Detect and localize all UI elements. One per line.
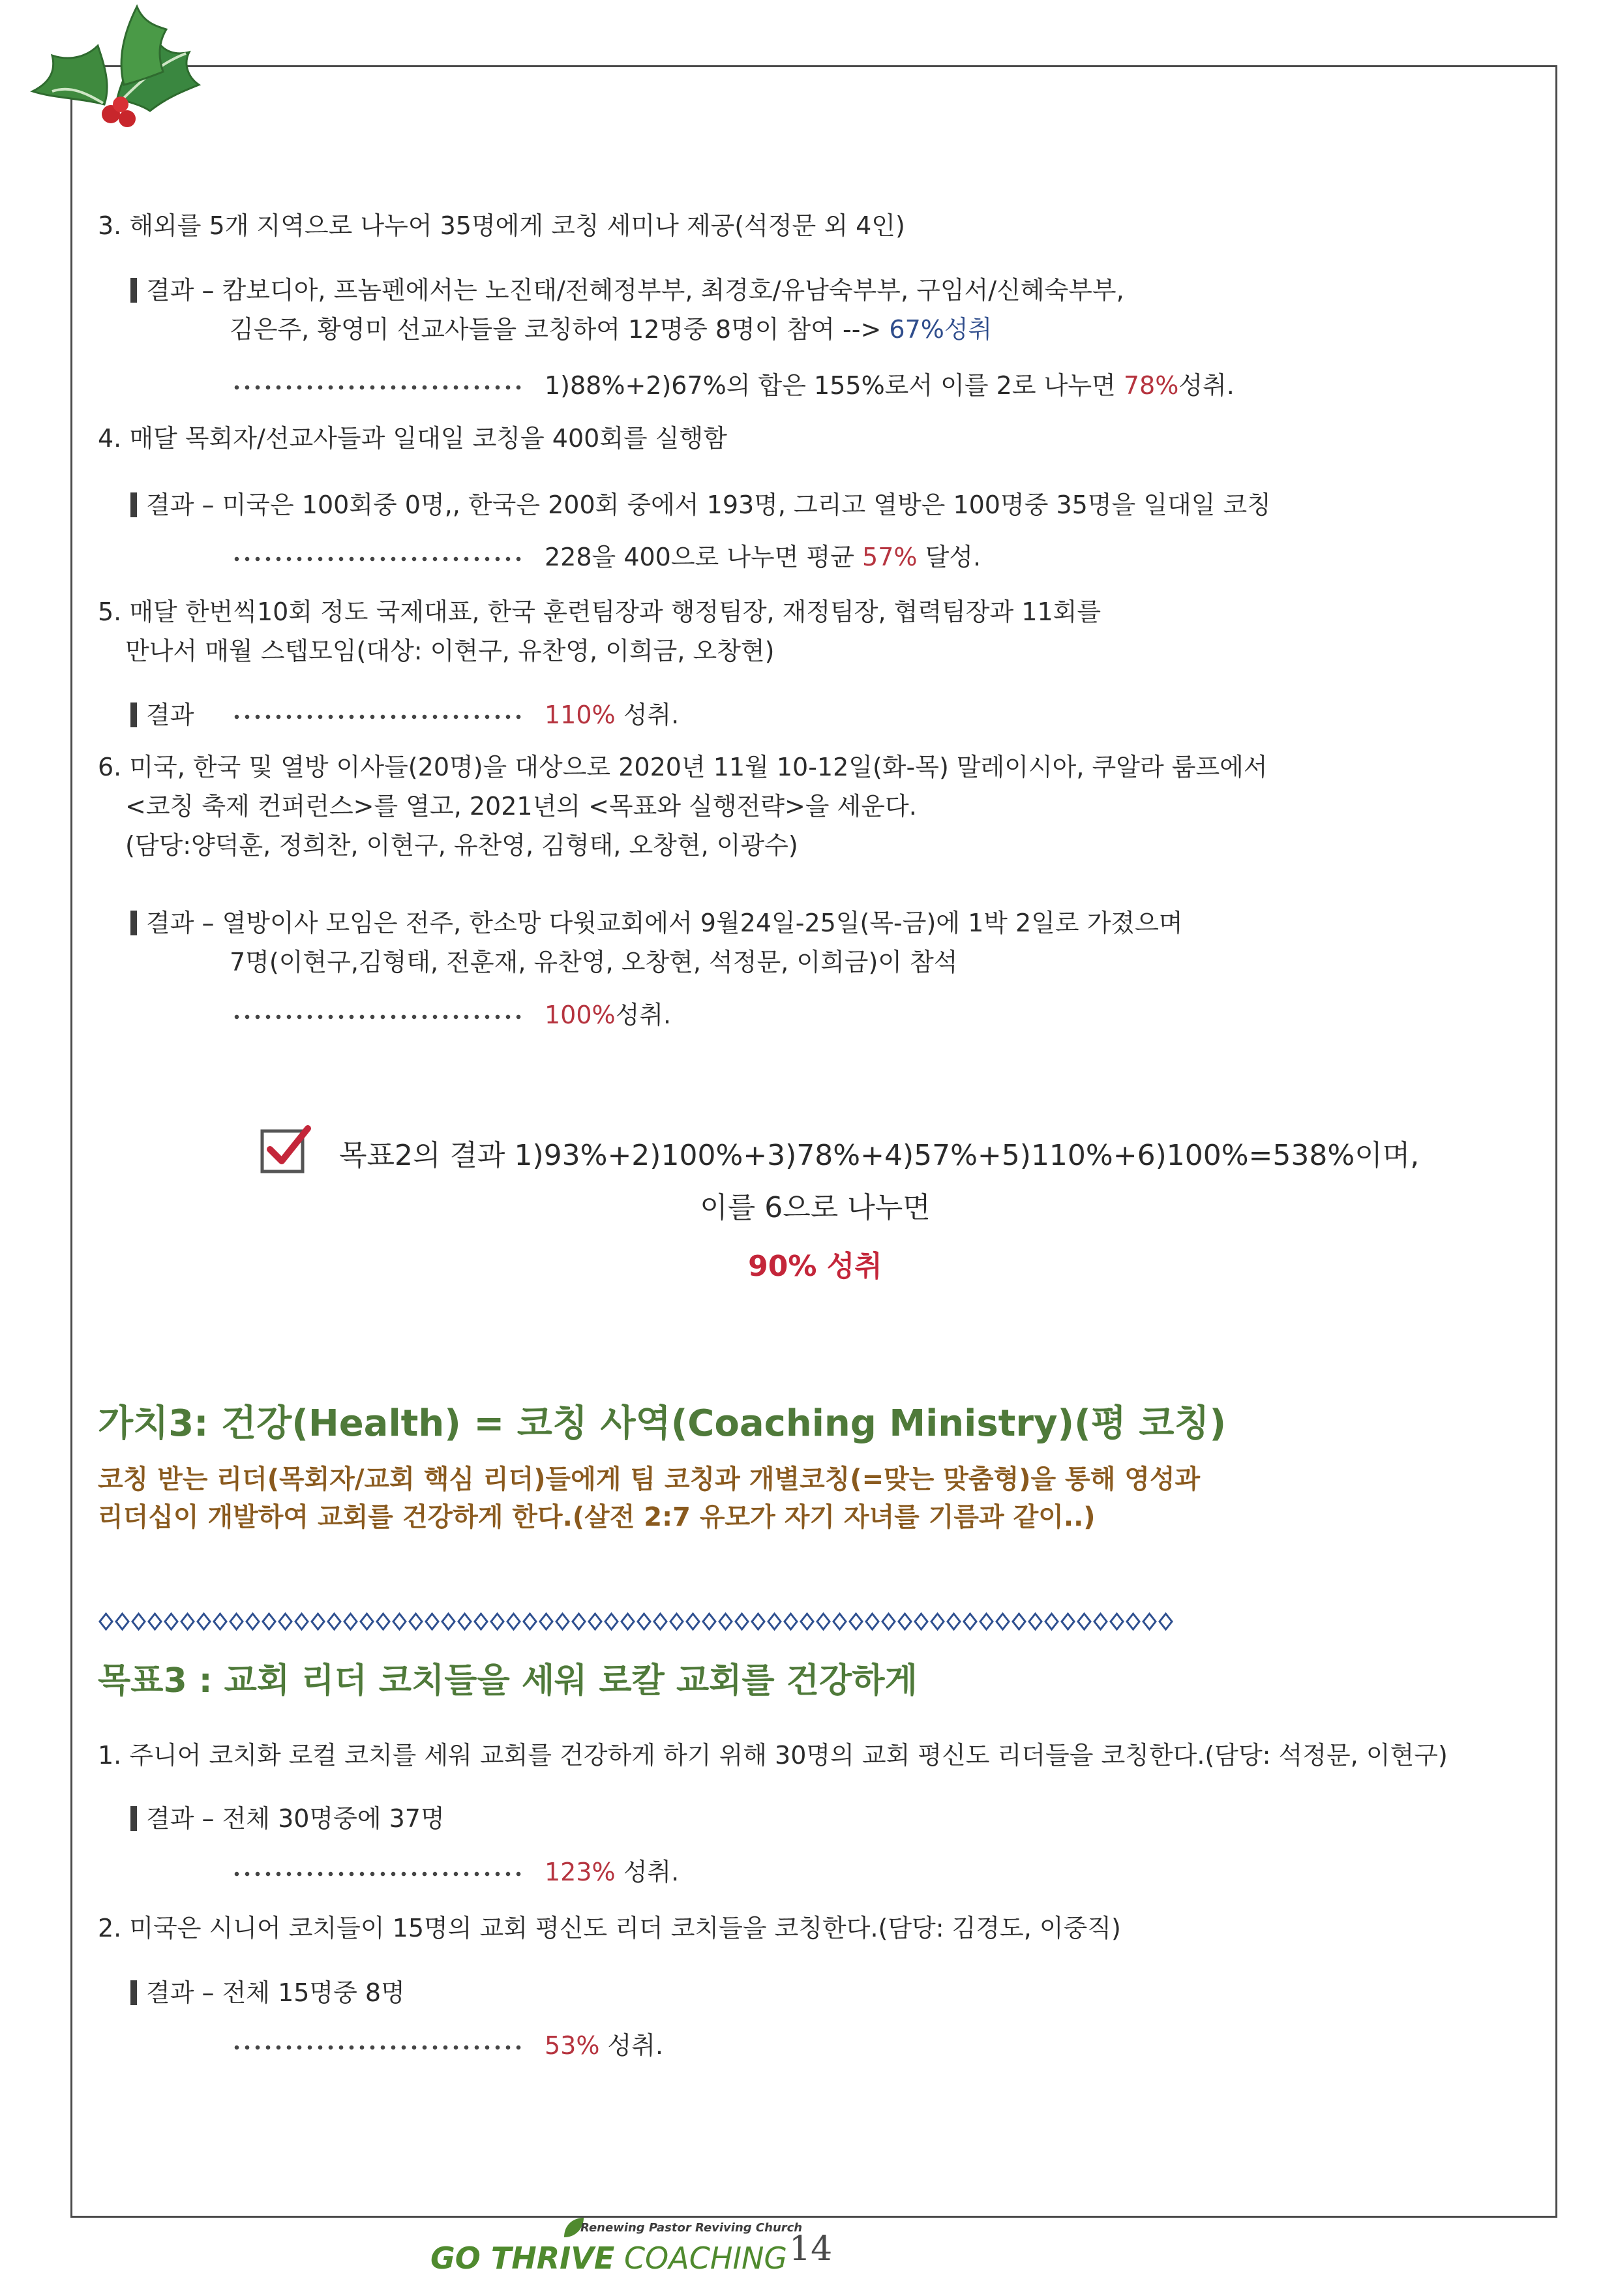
item4-summary-highlight: 57% bbox=[862, 543, 918, 571]
goal3-item2-summary-highlight: 53% bbox=[545, 2031, 600, 2060]
result-bar bbox=[130, 492, 137, 517]
item3-result-line2-prefix: 김은주, 황영미 선교사들을 코칭하여 12명중 8명이 참여 --> bbox=[230, 315, 890, 344]
dotted-leader bbox=[232, 385, 525, 390]
item5-result bbox=[130, 695, 194, 734]
item3-result-line2 bbox=[230, 310, 992, 349]
result-bar bbox=[130, 1806, 137, 1831]
item5-summary-highlight: 110% bbox=[545, 701, 616, 729]
item4-result-text: 결과 – 미국은 100회중 0명,, 한국은 200회 중에서 193명, 그리고 열방은 100명중 35명을 일대일 코칭 bbox=[146, 491, 1271, 519]
footer-tagline: Renewing Pastor Reviving Church bbox=[580, 2221, 803, 2235]
footer-brand bbox=[430, 2241, 787, 2276]
value3-desc-line2: 리더십이 개발하여 교회를 건강하게 한다.(살전 2:7 유모가 자기 자녀를 기름과 같이..) bbox=[98, 1502, 1096, 1532]
goal3-item1-summary bbox=[232, 1855, 679, 1889]
item4-summary-prefix: 228을 400으로 나누면 평균 bbox=[545, 543, 863, 571]
goal3-item1-summary-suffix: 성취. bbox=[615, 1858, 680, 1886]
item3-result bbox=[130, 271, 1124, 310]
goal3-item2-result-text: 결과 – 전체 15명중 8명 bbox=[146, 1978, 405, 2007]
goal2-summary-result: 90% 성취 bbox=[748, 1250, 882, 1283]
goal3-item1: 1. 주니어 코치화 로컬 코치를 세워 교회를 건강하게 하기 위해 30명의 교회 평신도 리더들을 코칭한다.(담당: 석정문, 이현구) bbox=[98, 1741, 1448, 1770]
item3-result-highlight: 67%성취 bbox=[889, 315, 993, 344]
dotted-leader bbox=[232, 1871, 525, 1877]
dotted-leader bbox=[232, 2045, 525, 2050]
item5-line1: 5. 매달 한번씩10회 정도 국제대표, 한국 훈련팀장과 행정팀장, 재정팀장, 협력팀장과 11회를 bbox=[98, 597, 1101, 626]
dotted-leader bbox=[232, 1014, 525, 1020]
goal3-item2-summary-suffix: 성취. bbox=[599, 2031, 664, 2060]
item6-summary-suffix: 성취. bbox=[615, 1001, 672, 1029]
goal3-item1-result-text: 결과 – 전체 30명중에 37명 bbox=[146, 1804, 445, 1833]
goal3-item2: 2. 미국은 시니어 코치들이 15명의 교회 평신도 리더 코치들을 코칭한다.(담당: 김경도, 이중직) bbox=[98, 1914, 1121, 1942]
item3-text: 3. 해외를 5개 지역으로 나누어 35명에게 코칭 세미나 제공(석정문 외 4인) bbox=[98, 211, 905, 240]
item5-summary bbox=[232, 698, 679, 732]
item6-result-line1: 결과 – 열방이사 모임은 전주, 한소망 다윗교회에서 9월24일-25일(목-금)에 1박 2일로 가졌으며 bbox=[146, 909, 1183, 937]
goal2-summary-line2: 이를 6으로 나누면 bbox=[700, 1191, 931, 1224]
result-bar bbox=[130, 702, 137, 727]
goal3-item1-result bbox=[130, 1799, 445, 1838]
item5-line2: 만나서 매월 스텝모임(대상: 이현구, 유찬영, 이희금, 오창현) bbox=[125, 637, 775, 665]
item5-result-label: 결과 bbox=[146, 701, 194, 729]
item6-summary bbox=[232, 998, 671, 1032]
item3-summary bbox=[232, 369, 1235, 402]
goal3-heading: 목표3 : 교회 리더 코치들을 세워 로칼 교회를 건강하게 bbox=[98, 1661, 918, 1700]
footer-brand-light: COACHING bbox=[623, 2241, 788, 2276]
dotted-leader bbox=[232, 714, 525, 719]
item6-result bbox=[130, 903, 1183, 943]
value3-desc-line1: 코칭 받는 리더(목회자/교회 핵심 리더)들에게 팀 코칭과 개별코칭(=맞는 맞춤형)을 통해 영성과 bbox=[98, 1464, 1201, 1494]
diamond-divider bbox=[98, 1610, 1174, 1633]
item3-summary-prefix: 1)88%+2)67%의 합은 155%로서 이를 2로 나누면 bbox=[545, 371, 1124, 400]
item4-text: 4. 매달 목회자/선교사들과 일대일 코칭을 400회를 실행함 bbox=[98, 424, 727, 453]
footer-logo bbox=[430, 2214, 803, 2286]
goal3-item2-summary bbox=[232, 2029, 663, 2062]
checkbox-checked-icon bbox=[260, 1123, 312, 1175]
item4-summary-suffix: 달성. bbox=[917, 543, 981, 571]
item3-summary-highlight: 78% bbox=[1123, 371, 1179, 400]
item4-summary bbox=[232, 540, 981, 574]
item3-result-line1: 결과 – 캄보디아, 프놈펜에서는 노진태/전혜정부부, 최경호/유남숙부부, 구임서/신혜숙부부, bbox=[146, 276, 1124, 305]
item6-line3: (담당:양덕훈, 정희찬, 이현구, 유찬영, 김형태, 오창현, 이광수) bbox=[125, 831, 798, 860]
item6-result-line2: 7명(이현구,김형태, 전훈재, 유찬영, 오창현, 석정문, 이희금)이 참석 bbox=[230, 948, 958, 976]
dotted-leader bbox=[232, 556, 525, 562]
goal3-item2-result bbox=[130, 1973, 405, 2012]
goal2-summary-line1: 목표2의 결과 1)93%+2)100%+3)78%+4)57%+5)110%+6)100%=538%이며, bbox=[339, 1139, 1420, 1172]
item6-summary-highlight: 100% bbox=[545, 1001, 616, 1029]
result-bar bbox=[130, 278, 137, 303]
item4-result bbox=[130, 485, 1271, 524]
item6-line2: <코칭 축제 컨퍼런스>를 열고, 2021년의 <목표와 실행전략>을 세운다. bbox=[125, 792, 917, 821]
item3-summary-suffix: 성취. bbox=[1178, 371, 1235, 400]
result-bar bbox=[130, 1980, 137, 2005]
goal3-item1-summary-highlight: 123% bbox=[545, 1858, 616, 1886]
footer-brand-bold: GO THRIVE bbox=[430, 2241, 615, 2276]
item6-line1: 6. 미국, 한국 및 열방 이사들(20명)을 대상으로 2020년 11월 10-12일(화-목) 말레이시아, 쿠알라 룸프에서 bbox=[98, 753, 1268, 781]
value3-heading: 가치3: 건강(Health) = 코칭 사역(Coaching Ministry)(평 코칭) bbox=[98, 1402, 1227, 1445]
page-number: 14 bbox=[789, 2229, 833, 2269]
result-bar bbox=[130, 911, 137, 935]
item5-summary-suffix: 성취. bbox=[615, 701, 680, 729]
